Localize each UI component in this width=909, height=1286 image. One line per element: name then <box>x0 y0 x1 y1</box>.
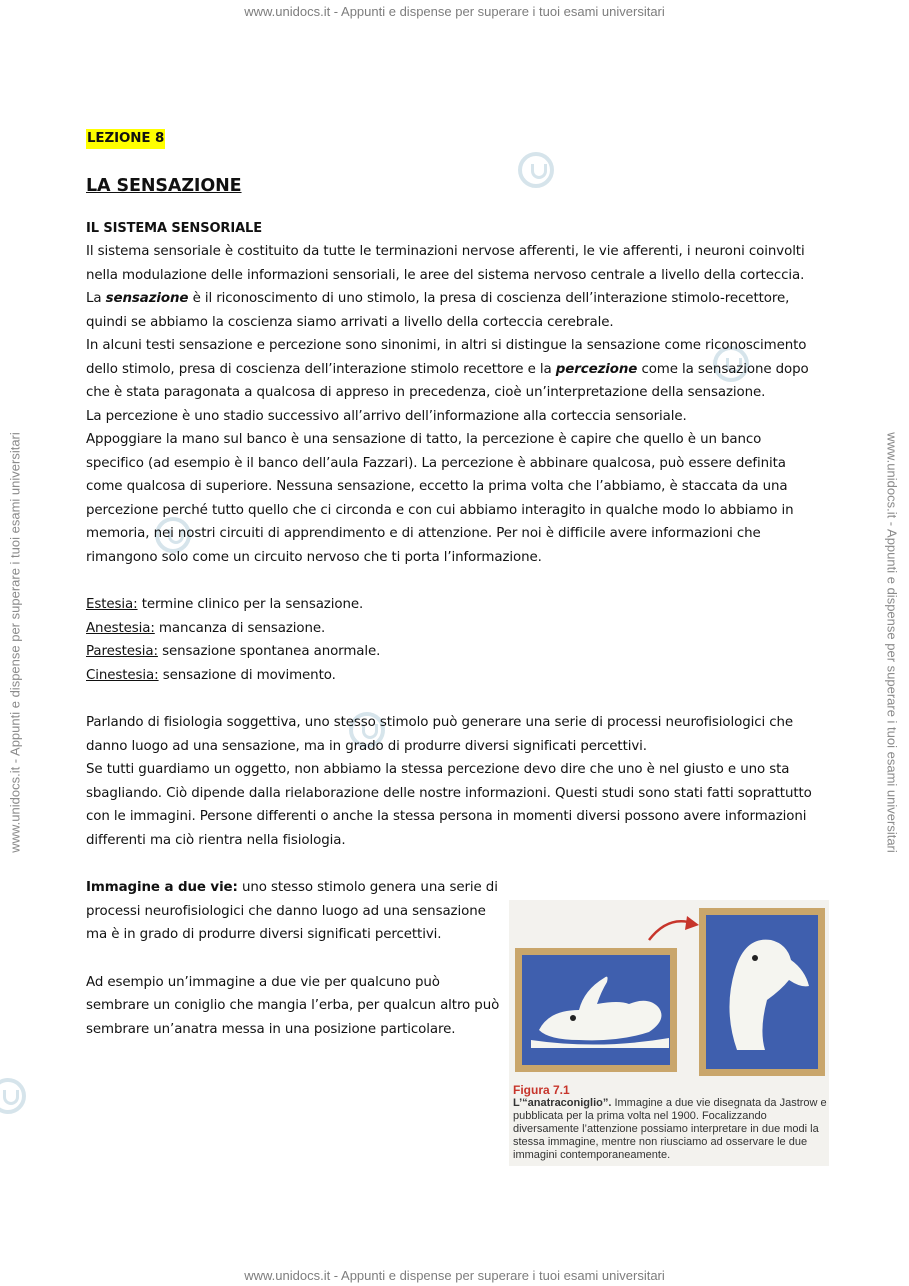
paragraph: Ad esempio un’immagine a due vie per qualcuno può sembrare un coniglio che mangia l’erba, per qualcun altro può sembrare un’anatra messa in una posizione particolare. <box>86 974 500 1037</box>
definition-item: Anestesia: mancanza di sensazione. <box>86 620 326 636</box>
paragraph: Immagine a due vie: uno stesso stimolo genera una serie di processi neurofisiologici che danno luogo ad una sensazione ma è in grado di produrre diversi significati percettivi. <box>86 880 498 942</box>
paragraph: La sensazione è il riconoscimento di uno stimolo, la presa di coscienza dell’interazione stimolo-recettore, quindi se abbiamo la coscienza siamo arrivati a livello della corteccia cerebrale. <box>86 291 790 330</box>
watermark-top: www.unidocs.it - Appunti e dispense per superare i tuoi esami universitari <box>244 4 665 19</box>
definition-item: Cinestesia: sensazione di movimento. <box>86 667 336 683</box>
paragraph: Appoggiare la mano sul banco è una sensazione di tatto, la percezione è capire che quello è un banco specifico (ad esempio è il banco dell’aula Fazzari). La percezione è abbinare qualcosa, può essere definita come qualcosa di superiore. Nessuna sensazione, eccetto la prima volta che l’abbiamo, è staccata da una percezione perché tutto quello che ci circonda e con cui abbiamo interagito in qualche modo lo abbiamo in memoria, nei nostri circuiti di apprendimento e di attenzione. Per noi è difficile avere informazioni che rimangono solo come un circuito nervoso che ti porta l’informazione. <box>86 432 794 565</box>
figure-caption: Figura 7.1 L’“anatraconiglio”. Immagine a due vie disegnata da Jastrow e pubblicata per la prima volta nel 1900. Focalizzando diversamente l’attenzione possiamo interpretare in due modi la stessa immagine, mentre non riusciamo ad osservare le due immagini contemporaneamente. <box>513 1083 827 1161</box>
paragraph: Il sistema sensoriale è costituito da tutte le terminazioni nervose afferenti, le vie afferenti, i neuroni coinvolti nella modulazione delle informazioni sensoriali, le aree del sistema nervoso centrale a livello della corteccia. <box>86 244 805 283</box>
watermark-left: www.unidocs.it - Appunti e dispense per superare i tuoi esami universitari <box>7 432 23 853</box>
page-title: LA SENSAZIONE <box>86 175 242 196</box>
term-percezione: percezione <box>555 361 638 377</box>
paragraph: La percezione è uno stadio successivo all’arrivo dell’informazione alla corteccia sensoriale. <box>86 408 687 424</box>
watermark-right: www.unidocs.it - Appunti e dispense per superare i tuoi esami universitari <box>884 432 900 853</box>
section-title: IL SISTEMA SENSORIALE <box>86 220 262 236</box>
lesson-label: LEZIONE 8 <box>86 129 165 149</box>
two-way-section <box>86 876 501 1041</box>
term-sensazione: sensazione <box>105 291 189 306</box>
paragraph: Se tutti guardiamo un oggetto, non abbiamo la stessa percezione devo dire che uno è nel giusto e uno sta sbagliando. Ciò dipende dalla rielaborazione delle nostre informazioni. Questi studi sono stati fatti soprattutto con le immagini. Persone differenti o anche la stessa persona in momenti diversi possono avere informazioni differenti ma ciò rientra nella fisiologia. <box>86 762 812 848</box>
figure-duck-rabbit <box>509 900 829 1166</box>
paragraph: In alcuni testi sensazione e percezione sono sinonimi, in altri si distingue la sensazione come riconoscimento dello stimolo, presa di coscienza dell’interazione stimolo recettore e la percezione come la sensazione dopo che è stata paragonata a qualcosa di appreso in precedenza, cioè un’interpretazione della sensazione. <box>86 338 809 400</box>
definition-item: Estesia: termine clinico per la sensazione. <box>86 597 364 612</box>
unidocs-logo-icon <box>0 1078 26 1114</box>
watermark-bottom: www.unidocs.it - Appunti e dispense per superare i tuoi esami universitari <box>244 1268 665 1283</box>
figure-label: Figura 7.1 <box>513 1083 570 1097</box>
duck-rabbit-illustration <box>509 900 829 1082</box>
definition-item: Parestesia: sensazione spontanea anormale. <box>86 644 381 659</box>
paragraph: Parlando di fisiologia soggettiva, uno stesso stimolo può generare una serie di processi neurofisiologici che danno luogo ad una sensazione, ma in grado di produrre diversi significati percettivi. <box>86 715 794 754</box>
